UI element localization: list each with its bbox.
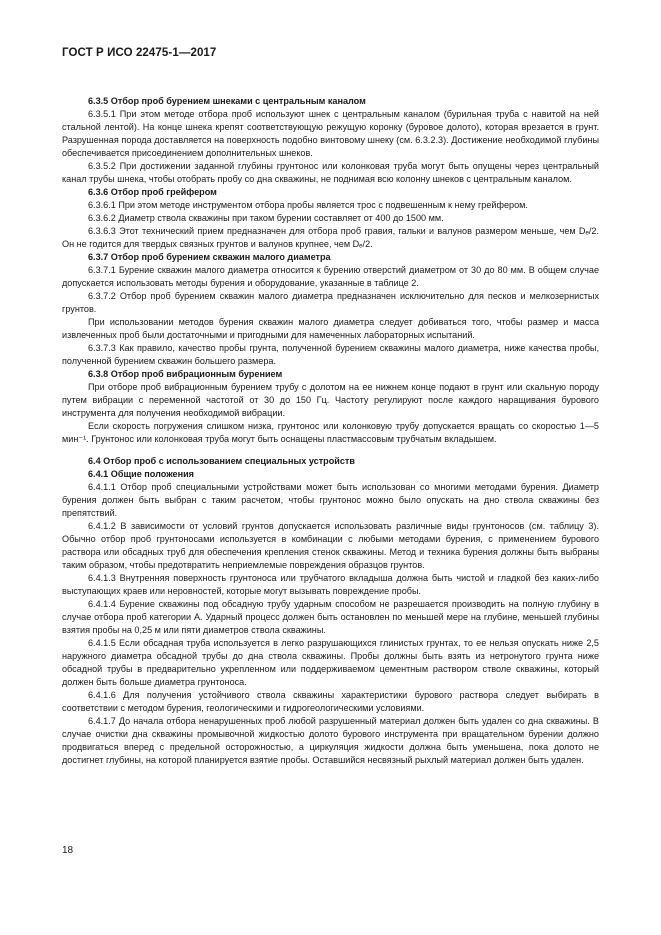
paragraph: 6.3.6.3 Этот технический прием предназначен для отбора проб гравия, гальки и валунов размером меньше, чем Dₑ/2. Он не годится для твердых связных грунтов и валунов крупнее, чем Dₑ/2. [62, 226, 599, 249]
paragraph: 6.4.1.2 В зависимости от условий грунтов допускается использовать различные виды грунтоносов (см. таблицу 3). Обычно отбор проб грунтоносами используется в комбинации с любыми методами бурения, с применением бурового раствора или обсадных труб для обеспечения крепления стенок скважины. Метод и техника бурения должны быть выбраны таким образом, чтобы предотвратить неприемлемые повреждения образцов грунтов. [62, 521, 599, 570]
section-heading: 6.3.5 Отбор проб бурением шнеками с центральным каналом [88, 96, 366, 106]
document-body [62, 95, 599, 767]
paragraph: 6.4.1.1 Отбор проб специальными устройствами может быть использован со многими методами бурения. Диаметр бурения должен быть выбран с таким расчетом, чтобы грунтонос можно было опускать на дно ствола скважины без препятствий. [62, 482, 599, 518]
paragraph: 6.3.5.1 При этом методе отбора проб используют шнек с центральным каналом (бурильная труба с навитой на ней стальной лентой). На конце шнека крепят соответствующую режущую коронку (буровое долото), которая врезается в грунт. Разрушенная порода доставляется на поверхность подобно винтовому шнеку (см. 6.3.2.3). Достижение необходимой глубины обеспечивается присоединением дополнительных шнеков. [62, 109, 599, 158]
page-header: ГОСТ Р ИСО 22475-1—2017 [62, 47, 217, 59]
paragraph: 6.3.7.3 Как правило, качество пробы грунта, полученной бурением скважины малого диаметра, ниже качества пробы, полученной бурением скважин большего размера. [62, 343, 599, 366]
paragraph: 6.4.1.3 Внутренняя поверхность грунтоноса или трубчатого вкладыша должна быть чистой и гладкой без каких-либо выступающих краев или неровностей, которые могут вызывать повреждение пробы. [62, 573, 599, 596]
section-heading: 6.3.6 Отбор проб грейфером [88, 187, 217, 197]
paragraph: 6.4.1.5 Если обсадная труба используется в легко разрушающихся глинистых грунтах, то ее нельзя опускать ниже 2,5 наружного диаметра обсадной трубы до дна ствола скважины. Пробы должны быть взять из нетронутого грунта ниже обсадной трубы в предварительно укрепленном или поддерживаемом цементным раствором стволе скважины, который должен быть больше диаметра грунтоноса. [62, 638, 599, 687]
section-heading: 6.4.1 Общие положения [88, 469, 194, 479]
paragraph: 6.3.6.1 При этом методе инструментом отбора пробы является трос с подвешенным к нему грейфером. [88, 200, 528, 210]
paragraph: При использовании методов бурения скважин малого диаметра следует добиваться того, чтобы размер и масса извлеченных проб были достаточными и пригодными для намеченных лабораторных испытаний. [62, 317, 599, 340]
section-heading: 6.3.8 Отбор проб вибрационным бурением [88, 369, 283, 379]
page-number: 18 [62, 845, 74, 856]
paragraph: 6.4.1.4 Бурение скважины под обсадную трубу ударным способом не разрешается производить на полную глубину в случае отбора проб категории А. Ударный процесс должен быть остановлен по меньшей мере на глубине, меньшей глубины взятия пробы на 0,25 м или пяти диаметров ствола скважины. [62, 599, 599, 635]
paragraph: 6.3.6.2 Диаметр ствола скважины при таком бурении составляет от 400 до 1500 мм. [88, 213, 444, 223]
paragraph: 6.4.1.7 До начала отбора ненарушенных проб любой разрушенный материал должен быть удален со дна скважины. В случае очистки дна скважины промывочной жидкостью долото бурового инструмента при вращательном бурении должно продвигаться вперед с предельной осторожностью, а циркуляция жидкости должна быть уменьшена, пока долото не достигнет глубины, на которой планируется взятие пробы. Оставшийся несвязный рыхлый материал должен быть удален. [62, 716, 599, 765]
paragraph: 6.3.7.1 Бурение скважин малого диаметра относится к бурению отверстий диаметром от 30 до 80 мм. В общем случае допускается использовать методы бурения и оборудование, указанные в таблице 2. [62, 265, 599, 288]
paragraph: 6.3.7.2 Отбор проб бурением скважин малого диаметра предназначен исключительно для песков и мелкозернистых грунтов. [62, 291, 599, 314]
section-heading: 6.4 Отбор проб с использованием специальных устройств [88, 456, 355, 466]
section-heading: 6.3.7 Отбор проб бурением скважин малого диаметра [88, 252, 331, 262]
paragraph: Если скорость погружения слишком низка, грунтонос или колонковую трубу допускается вращать со скоростью 1—5 мин⁻¹. Грунтонос или колонковая труба могут быть оснащены пластмассовым трубчатым вкладышем. [62, 421, 599, 444]
paragraph: При отборе проб вибрационным бурением трубу с долотом на ее нижнем конце подают в грунт или скальную породу путем вибрации с переменной частотой от 30 до 150 Гц. Частоту регулируют после каждого наращивания бурового инструмента для получения необходимой вибрации. [62, 382, 599, 418]
paragraph: 6.3.5.2 При достижении заданной глубины грунтонос или колонковая труба могут быть опущены через центральный канал трубы шнека, чтобы отобрать пробу со дна скважины, не поднимая всю колонну шнеков с центральным каналом. [62, 161, 599, 184]
paragraph: 6.4.1.6 Для получения устойчивого ствола скважины характеристики бурового раствора следует выбирать в соответствии с методом бурения, геологическими и гидрогеологическими условиями. [62, 690, 599, 713]
